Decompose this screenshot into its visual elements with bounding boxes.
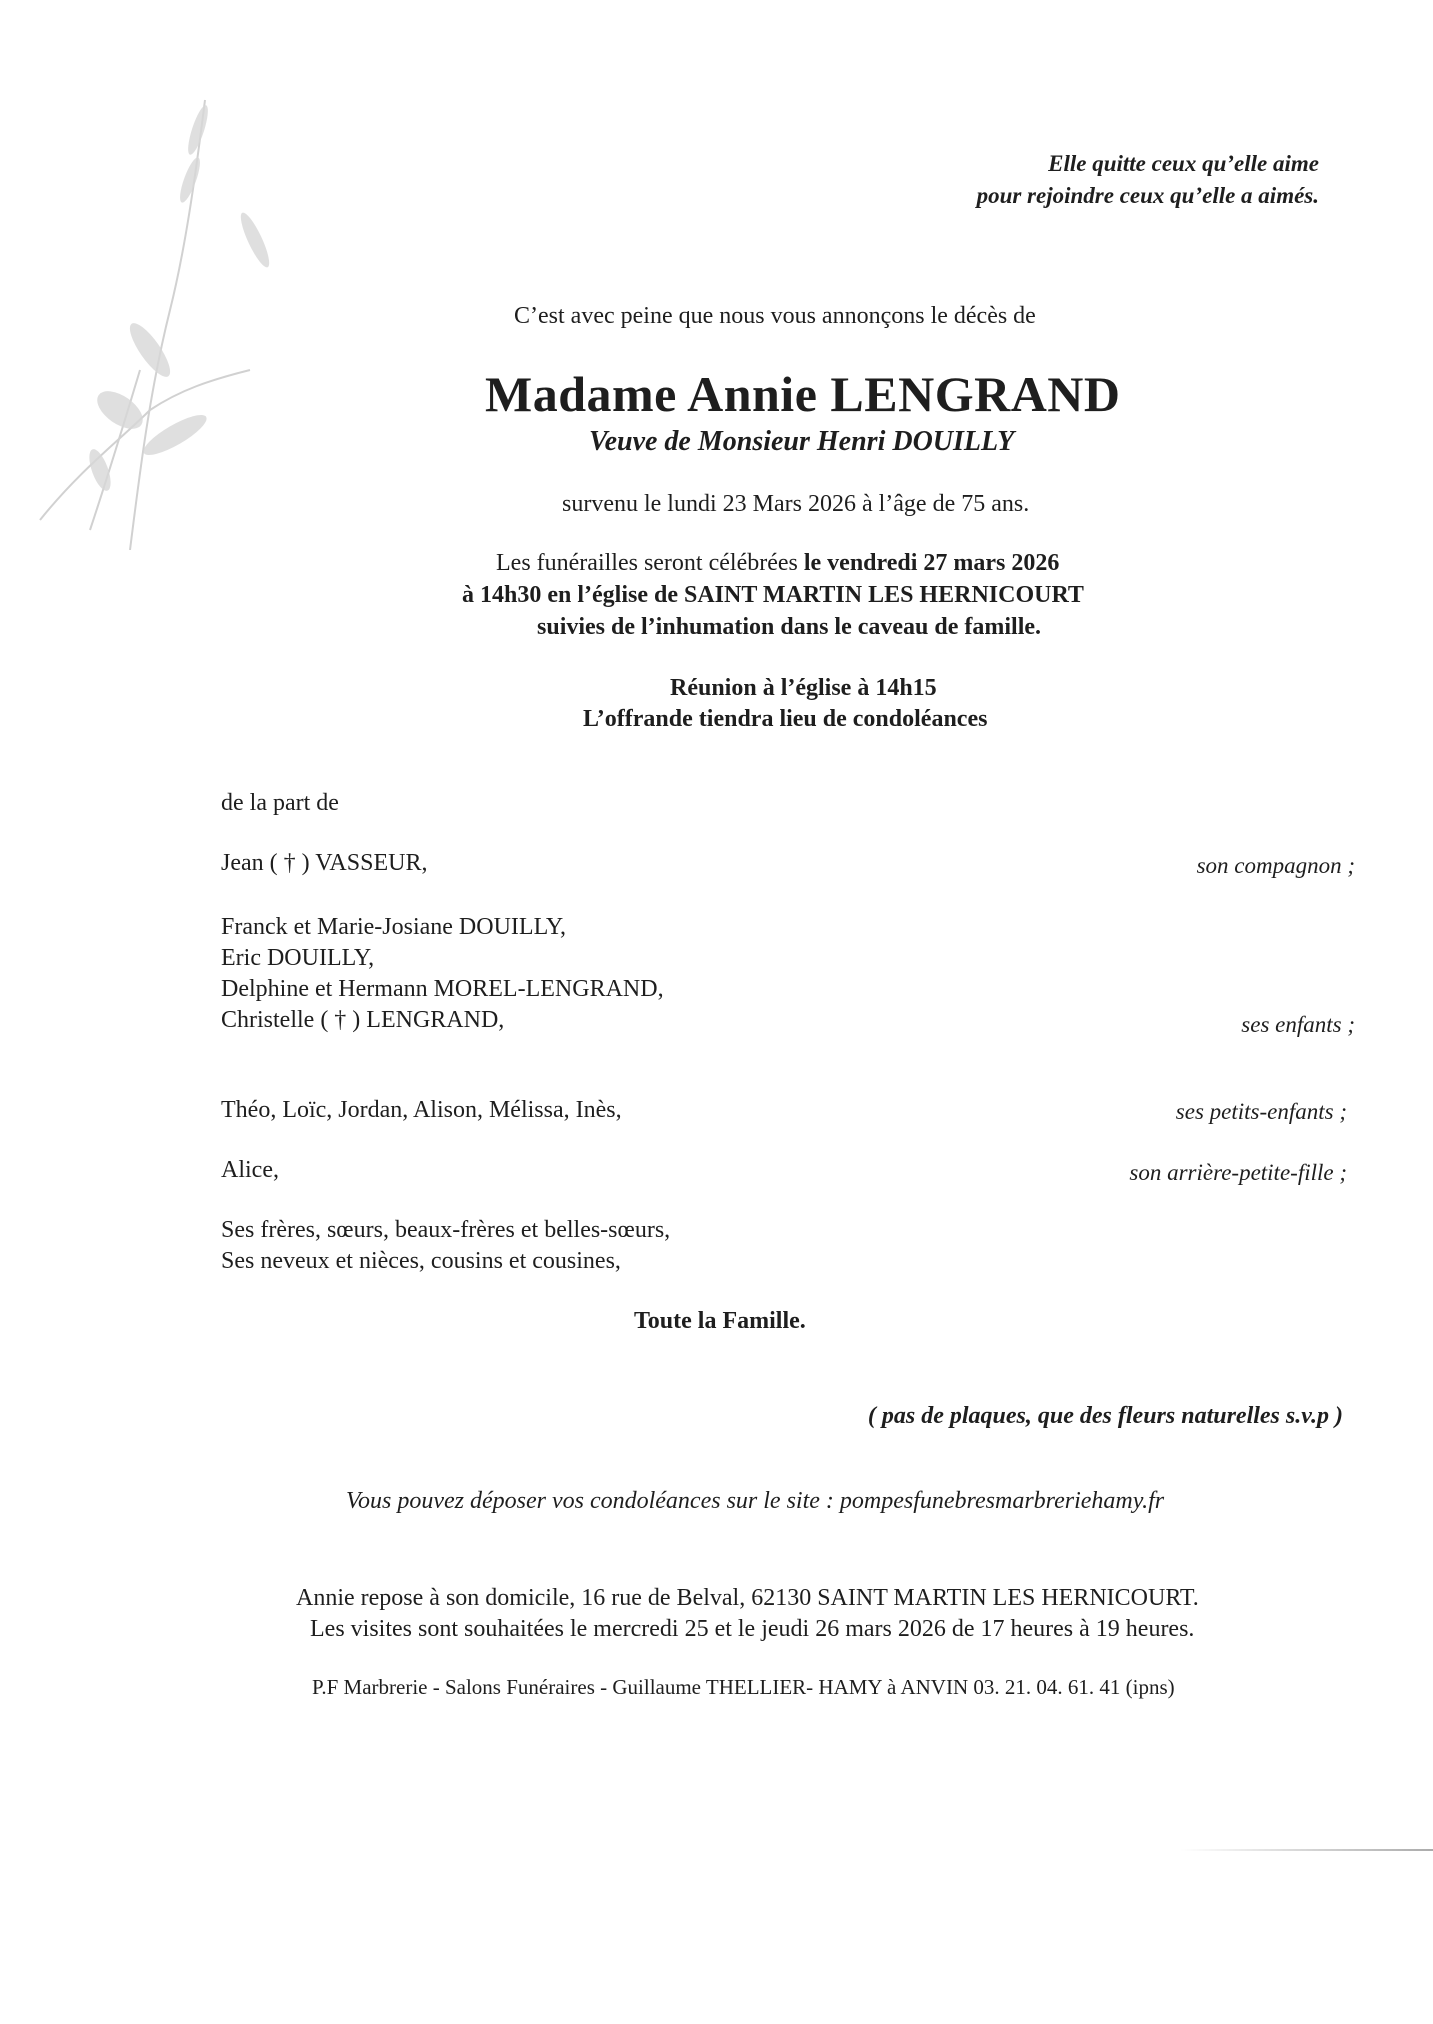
deceased-name: Madame Annie LENGRAND — [485, 366, 1121, 422]
funeral-line-1-plain: Les funérailles seront célébrées — [496, 550, 804, 576]
companion-name: Jean ( † ) VASSEUR, — [221, 850, 428, 876]
companion-role: son compagnon ; — [1196, 853, 1355, 878]
grandchildren-role: ses petits-enfants ; — [1175, 1099, 1347, 1124]
meeting-time: Réunion à l’église à 14h15 — [670, 675, 937, 701]
great-granddaughter: Alice, — [221, 1157, 279, 1183]
child-entry: Franck et Marie-Josiane DOUILLY, — [221, 914, 567, 940]
siblings: Ses frères, sœurs, beaux-frères et belles-sœurs, — [221, 1217, 671, 1243]
visitation-hours: Les visites sont souhaitées le mercredi 25 et le jeudi 26 mars 2026 de 17 heures à 19 heures. — [310, 1616, 1195, 1642]
from-label: de la part de — [221, 790, 339, 816]
whole-family: Toute la Famille. — [634, 1308, 806, 1334]
funeral-line-1 — [496, 548, 1059, 578]
funeral-line-3: suivies de l’inhumation dans le caveau de famille. — [537, 614, 1042, 640]
children-role: ses enfants ; — [1241, 1012, 1355, 1037]
child-entry: Eric DOUILLY, — [221, 945, 375, 971]
visitation-address: Annie repose à son domicile, 16 rue de Belval, 62130 SAINT MARTIN LES HERNICOURT. — [296, 1585, 1199, 1611]
quote-line-1: Elle quitte ceux qu’elle aime — [1048, 151, 1319, 176]
bottom-divider — [1180, 1849, 1433, 1851]
death-info: survenu le lundi 23 Mars 2026 à l’âge de 75 ans. — [562, 491, 1030, 517]
funeral-line-2: à 14h30 en l’église de SAINT MARTIN LES HERNICOURT — [462, 582, 1084, 608]
offering-note: L’offrande tiendra lieu de condoléances — [583, 706, 988, 732]
nephews-cousins: Ses neveux et nièces, cousins et cousines, — [221, 1248, 621, 1274]
child-entry: Delphine et Hermann MOREL-LENGRAND, — [221, 976, 664, 1002]
widow-of: Veuve de Monsieur Henri DOUILLY — [589, 426, 1015, 457]
grandchildren: Théo, Loïc, Jordan, Alison, Mélissa, Inès, — [221, 1097, 622, 1123]
great-granddaughter-role: son arrière-petite-fille ; — [1129, 1160, 1347, 1185]
child-entry: Christelle ( † ) LENGRAND, — [221, 1007, 505, 1033]
announcement-intro: C’est avec peine que nous vous annonçons le décès de — [514, 303, 1036, 329]
condolences-website: Vous pouvez déposer vos condoléances sur le site : pompesfunebresmarbreriehamy.fr — [346, 1488, 1165, 1514]
children-list — [221, 912, 664, 1036]
funeral-date: le vendredi 27 mars 2026 — [803, 550, 1060, 576]
quote-line-2: pour rejoindre ceux qu’elle a aimés. — [976, 183, 1319, 208]
funeral-home-footer: P.F Marbrerie - Salons Funéraires - Guillaume THELLIER- HAMY à ANVIN 03. 21. 04. 61. 41 (ipns) — [312, 1675, 1175, 1699]
wheat-stalk-icon — [0, 90, 300, 550]
flowers-note: ( pas de plaques, que des fleurs naturelles s.v.p ) — [867, 1403, 1343, 1429]
